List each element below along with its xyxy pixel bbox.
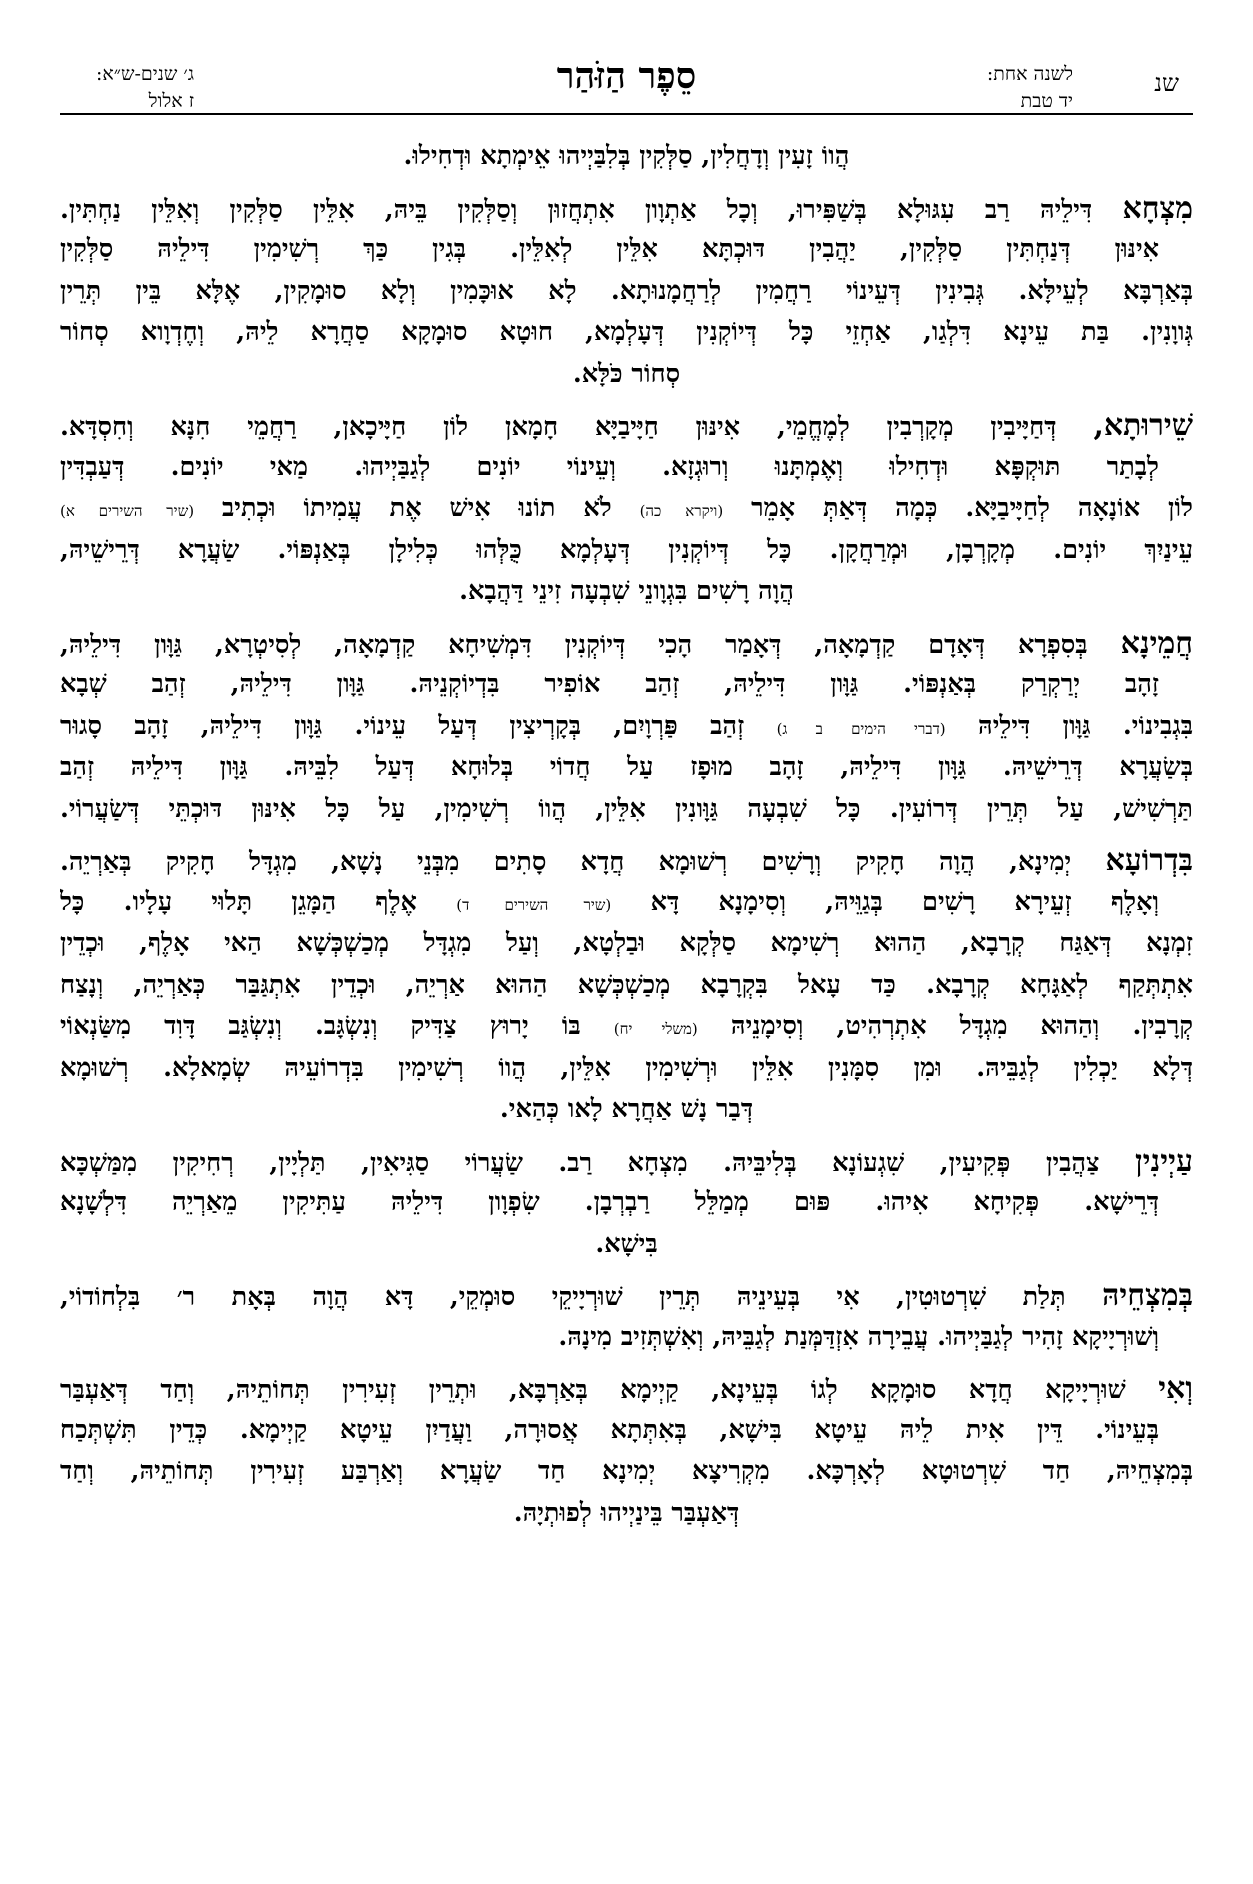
text-line xyxy=(60,271,1193,313)
text-line xyxy=(60,1048,1193,1090)
text-line xyxy=(60,1224,1193,1266)
line-text: אֶלֶף הַמָּגֵן תָּלוּי עָלָיו. כָּל xyxy=(60,886,417,917)
text-line xyxy=(60,1317,1193,1359)
text-line xyxy=(60,1182,1193,1224)
header-right-line2: יד טבת xyxy=(1020,90,1073,112)
header-left-line2: ז אלול xyxy=(148,90,195,112)
line-text: וְשׁוּרְיָיקָא זָהִיר לְגַבַּיְיהוּ. עֲבֵירָה אִזְדַּמְּנַת לְגַבֵּיהּ, וְאִשְׁתְּזִיב מִינָהּ. xyxy=(558,1321,1159,1352)
text-line xyxy=(60,664,1193,706)
text-line xyxy=(60,1006,1193,1048)
text-line xyxy=(60,747,1193,789)
text-line xyxy=(60,965,1193,1007)
paragraph-gap xyxy=(60,1265,1193,1275)
text-line xyxy=(60,312,1193,354)
header-schedule-three-years xyxy=(96,61,194,115)
text-line xyxy=(60,1089,1193,1131)
text-line xyxy=(60,571,1193,613)
line-text: דְּרֵישָׁא. פְּקִיחָא אִיהוּ. פּוּם מְמַלֵּל רַבְרְבָן. שִׂפְוָון דִּילֵיהּ עַתִּיקִין מֵאַרְיֵה דִּלְשָׁנָא xyxy=(60,1187,1159,1217)
header-rule xyxy=(60,113,1193,115)
line-text: הֲווֹ זָעִין וְדָחֲלִין, סַלְּקִין בְּלִבַּיְיהוּ אֵימְתָא וּדְחִילוּ. xyxy=(403,141,850,171)
text-line xyxy=(60,923,1193,965)
line-text: דְּבַר נָשׁ אַחֲרָא לָאו כְּהַאי. xyxy=(499,1094,754,1124)
line-text: קְרָבִין. וְהַהוּא מִגְדָּל אִתְרְהִיט, וְסִימָנֵיהּ xyxy=(730,1011,1193,1041)
paragraph xyxy=(60,405,1193,613)
text-line xyxy=(60,405,1193,447)
text-line xyxy=(60,188,1193,230)
line-text: שׁוּרְיָיקָא חֲדָא סוּמָקָא לְגוֹ בְּעֵינָא, קַיְימָא בְּאַרְבָּא, וּתְרֵין זְעִירִין תְּחוֹתֵיהּ, וְחַד דְּאַעְבַּר xyxy=(60,1375,1126,1405)
line-text: זָהָב יְרַקְרַק בְּאַנְפּוֹי. גַּוָּון דִּילֵיהּ, זְהַב אוֹפִיר בִּדְיוֹקְנֵיהּ. גַּוָּון דִּילֵיהּ, זְהַב שְׁבָא xyxy=(60,669,1159,699)
line-text: וְאָלֶף זְעֵירָא רָשִׁים בְּגַוֵּיהּ, וְסִימָנָא דָּא xyxy=(650,886,1159,917)
paragraph xyxy=(60,840,1193,1131)
paragraph-lead-word: שֵׁירוּתָא, xyxy=(1093,408,1193,443)
text-line xyxy=(60,530,1193,572)
paragraph xyxy=(60,623,1193,831)
line-text: דְּלָא יַכְלִין לְגַבֵּיהּ. וּמִן סִמָּנִין אִלֵּין וּרְשִׁימִין אִלֵּין, הֲווֹ רְשִׁימִין בִּדְרוֹעֵיהּ שְׂמָאלָא. רְשׁוּמָא xyxy=(60,1052,1193,1083)
line-text: עֵינַיִךְ יוֹנִים. מְקָרְבָן, וּמְרַחֲקָן. כָּל דְּיוֹקְנִין דְּעָלְמָא כֻּלְּהוּ כְּלִילָן בְּאַנְפּוֹי. שַׂעֲרָא דְּרֵישֵׁיהּ, xyxy=(60,534,1193,565)
text-line xyxy=(60,1141,1193,1183)
line-text: לְבָתַר תּוּקְפָּא וּדְחִילוּ וְאֶמְתָּנוּ וְרוּגְזָא. וְעֵינוֹי יוֹנִים לְגַבַּיְיהוּ. מַאי יוֹנִים. דְּעַבְדִּין xyxy=(60,451,1159,482)
text-line xyxy=(60,1493,1193,1535)
text-line xyxy=(60,136,1193,178)
line-text: יְמִינָא, הֲוָה חָקִיק וְרָשִׁים רְשׁוּמָא חֲדָא סָתִים מִבְּנֵי נָשָׁא, מִגְדָּל חָקִיק בְּאַרְיֵה. xyxy=(60,847,1072,877)
text-line xyxy=(60,488,1193,530)
text-line xyxy=(60,840,1193,882)
text-line xyxy=(60,1451,1193,1493)
line-text: הֲוָה רָשִׁים בִּגְוָונֵי שִׁבְעָה זִינֵי דַּהֲבָא. xyxy=(459,576,794,606)
paragraph xyxy=(60,188,1193,396)
paragraph-gap xyxy=(60,1131,1193,1141)
text-line xyxy=(60,354,1193,396)
text-line xyxy=(60,1368,1193,1410)
scripture-reference: (משלי יח) xyxy=(613,1020,698,1038)
text-line xyxy=(60,882,1193,924)
line-text: אִתְתְּקַף לְאַגָּחָא קְרָבָא. כַּד עָאל בִּקְרָבָא מְכַשְׁכְּשָׁא הַהוּא אַרְיֵה, וּכְדֵין אִתְגַּבַּר כְּאַרְיֵה, וְנָצַח xyxy=(60,969,1193,1000)
text-line xyxy=(60,1275,1193,1317)
line-text: בְּעֵינוֹי. דֵּין אִית לֵיהּ עֵיטָא בִּישָׁא, בְּאִתְּתָא אֲסוּרָה, וַעֲדַיִן עֵיטָא קַיְימָא. כְּדֵין תִּשְׁתְּכַח xyxy=(60,1414,1159,1445)
line-text: תַּרְשִׁישׁ, עַל תְּרֵין דְּרוֹעִין. כָּל שִׁבְעָה גַּוָּונִין אִלֵּין, הֲווֹ רְשִׁימִין, עַל כָּל אִינּוּן דּוּכְתֵּי דְּשַׂעֲרוֹי. xyxy=(60,793,1193,824)
paragraph-gap xyxy=(60,1358,1193,1368)
line-text: דִּילֵיהּ רַב עִגּוּלָא בְּשַׁפִּירוּ, וְכָל אַתְוָון אִתְחֲזוּן וְסַלְּקִין בֵּיהּ, אִלֵּין סַלְּקִין וְאִלֵּין נַחְתִּין. xyxy=(60,194,1093,225)
line-text: בִּגְבִינוֹי. גַּוָּון דִּילֵיהּ xyxy=(978,710,1193,741)
header-left-line1: ג׳ שנים-ש״א: xyxy=(96,63,195,85)
paragraph-lead-word: עַיְינִין xyxy=(1135,1143,1193,1179)
scripture-reference: (דברי הימים ב ג) xyxy=(776,719,946,738)
line-text: בְּשַׂעֲרָא דְּרֵישֵׁיהּ. גַּוָּון דִּילֵיהּ, זָהָב מוּפָז עַל חֲדוֹי בְּלוּחָא דְּעַל לִבֵּיהּ. גַּוָּון דִּילֵיהּ זְהַב xyxy=(60,752,1193,782)
paragraph-gap xyxy=(60,178,1193,188)
line-text: לֹא תוֹנוּ אִישׁ אֶת עֲמִיתוֹ וּכְתִיב xyxy=(222,493,612,523)
line-text: צַהֲבִין פְּקִיעִין, שִׁגְעוֹנָא בְּלִיבֵּיהּ. מִצְחָא רַב. שַׂעֲרוֹי סַגִּיאִין, תַּלְיָין, רְחִיקִין מִמַּשְׁכָּא xyxy=(60,1147,1100,1178)
scripture-reference: (שיר השירים א) xyxy=(60,502,195,520)
line-text: גְּווָנִין. בַּת עֵינָא דִּלְגַו, אַחְזֵי כָּל דְּיוֹקְנִין דְּעָלְמָא, חוּטָא סוּמָקָא סַחֲרָא לֵיהּ, וְחֶדְוָוא סְחוֹר xyxy=(60,317,1193,347)
line-text: בְּמִצְחֵיהּ, חַד שִׁרְטוּטָא לְאָרְכָּא. מִקְרִיצָא יְמִינָא חַד שַׂעֲרָא וְאַרְבַּע זְעִירִין תְּחוֹתֵיהּ, וְחַד xyxy=(60,1456,1193,1486)
text-line xyxy=(60,447,1193,489)
scripture-reference: (שיר השירים ד) xyxy=(456,895,612,914)
paragraph xyxy=(60,1368,1193,1534)
line-text: זְהַב פַּרְוָיִם, בְּקָרְיצִין דְּעַל עֵינוֹי. גַּוָּון דִּילֵיהּ, זָהָב סָגוּר xyxy=(60,710,745,741)
page-number: שנ xyxy=(1154,69,1179,97)
text-line xyxy=(60,229,1193,271)
paragraph xyxy=(60,136,1193,178)
text-line xyxy=(60,789,1193,831)
line-text: זִמְנָא דְּאַגַּח קְרָבָא, הַהוּא רְשִׁימָא סַלְּקָא וּבַלְטָא, וְעַל מִגְדָּל מְכַשְׁכְּשָׁא הַאי אָלֶף, וּכְדֵין xyxy=(60,928,1193,958)
line-text: סְחוֹר כֹּלָּא. xyxy=(572,358,681,389)
line-text: תְּלַת שִׁרְטוּטִין, אִי בְּעֵינֵיהּ תְּרֵין שׁוּרְיָיקֵי סוּמְקֵי, דָּא הֲוָה בְּאָת ר׳ בִּלְחוֹדוֹי, xyxy=(60,1282,1066,1312)
paragraph-lead-word: חֲמֵינָא xyxy=(1120,625,1193,661)
line-text: בְּסִפְרָא דְּאָדָם קַדְמָאָה, דְּאָמַר הָכִי דְּיוֹקְנִין דִּמְשִׁיחָא קַדְמָאָה, לְסִיטְרָא, גַּוָּון דִּילֵיהּ, xyxy=(60,629,1088,660)
scripture-reference: (ויקרא כה) xyxy=(639,502,724,520)
line-text: בְּאַרְבָּא לְעֵילָּא. גְּבִינִין דְּעֵינוֹי רַחֲמִין לְרַחֲמָנוּתָא. לָא אוּכָּמִין וְלָא סוּמָקִין, אֶלָּא בֵּין תְּרֵין xyxy=(60,275,1193,306)
paragraph-lead-word: בִּדְרוֹעָא xyxy=(1105,843,1193,878)
header-right-line1: לשנה אחת: xyxy=(986,63,1073,85)
line-text: בּוֹ יָרוּץ צַדִּיק וְנִשְׂגָּב. וְנִשְׂגַּב דָּוִד מִשַּׂנְאוֹי xyxy=(60,1011,581,1041)
text-line xyxy=(60,706,1193,748)
text-line xyxy=(60,623,1193,665)
paragraph xyxy=(60,1141,1193,1266)
line-text: לוֹן אוֹנָאָה לְחַיָּיבַיָּא. כְּמָה דְּאַתְּ אָמֵר xyxy=(751,493,1193,523)
line-text: אִינּוּן דְּנַחְתִּין סַלְּקִין, יַהֲבִין דּוּכְתָּא אִלֵּין לְאִלֵּין. בְּגִין כַּךְ רְשִׁימִין דִּילֵיהּ סַלְּקִין xyxy=(60,234,1159,264)
page-header xyxy=(60,55,1193,110)
paragraph-lead-word: מִצְחָא xyxy=(1122,190,1193,226)
text-body xyxy=(60,136,1193,1534)
paragraph xyxy=(60,1275,1193,1358)
paragraph-gap xyxy=(60,613,1193,623)
paragraph-gap xyxy=(60,395,1193,405)
line-text: דְּאַעְבַּר בֵּינַיְיהוּ לְפוּתְיָהּ. xyxy=(513,1497,740,1528)
paragraph-lead-word: וְאִי xyxy=(1158,1371,1193,1406)
text-line xyxy=(60,1410,1193,1452)
line-text: דְּחַיָּיבִין מְקָרְבִין לְמֶחֱמֵי, אִינּוּן חַיָּיבַיָּא חָמָאן לוֹן חַיָּיכָאן, רַחֲמֵי חִנָּא וְחִסְדָּא. xyxy=(60,412,1057,442)
line-text: בִּישָׁא. xyxy=(595,1228,658,1259)
paragraph-lead-word: בְּמִצְחֵיהּ xyxy=(1102,1278,1193,1313)
paragraph-gap xyxy=(60,830,1193,840)
book-title: סֵפֶר הַזֹּהַר xyxy=(556,55,697,97)
